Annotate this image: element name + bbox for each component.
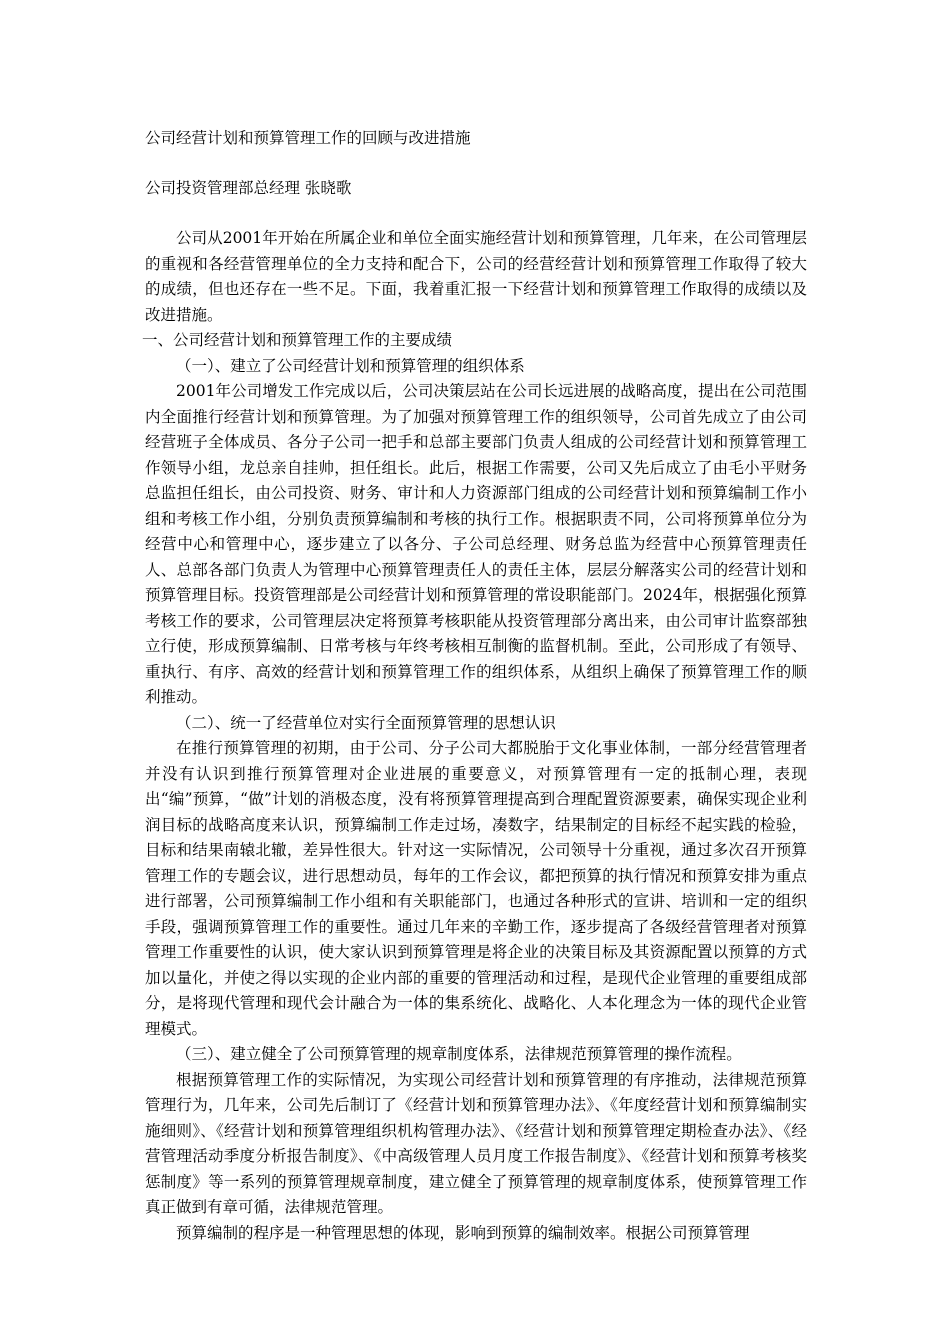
section-heading: 一、公司经营计划和预算管理工作的主要成绩 [142, 331, 453, 349]
subsection-heading-2: （二）、统一了经营单位对实行全面预算管理的思想认识 [176, 713, 556, 732]
document-title: 公司经营计划和预算管理工作的回顾与改进措施 [145, 129, 471, 147]
subsection-heading-1: （一）、建立了公司经营计划和预算管理的组织体系 [176, 356, 525, 375]
intro-paragraph: 公司从2001年开始在所属企业和单位全面实施经营计划和预算管理，几年来，在公司管理层的重视和各经营管理单位的全力支持和配合下，公司的经营经营计划和预算管理工作取得了较大的成绩，但也还存在一些不足。下面，我着重汇报一下经营计划和预算管理工作取得的成绩以及改进措施。 [145, 229, 807, 324]
subsection-paragraph-3: 根据预算管理工作的实际情况，为实现公司经营计划和预算管理的有序推动，法律规范预算管理行为，几年来，公司先后制订了《经营计划和预算管理办法》、《年度经营计划和预算编制实施细则》、《经营计划和预算管理组织机构管理办法》、《经营计划和预算管理定期检查办法》、《经营管理活动季度分析报告制度》、《中高级管理人员月度工作报告制度》、《经营计划和预算考核奖惩制度》等一系列的预算管理规章制度，建立健全了预算管理的规章制度体系，使预算管理工作真正做到有章可循，法律规范管理。 [145, 1070, 807, 1216]
subsection-paragraph-1: 2001年公司增发工作完成以后，公司决策层站在公司长远进展的战略高度，提出在公司范围内全面推行经营计划和预算管理。为了加强对预算管理工作的组织领导，公司首先成立了由公司经营班子全体成员、各分子公司一把手和总部主要部门负责人组成的公司经营计划和预算管理工作领导小组，龙总亲自挂帅，担任组长。此后，根据工作需要，公司又先后成立了由毛小平财务总监担任组长，由公司投资、财务、审计和人力资源部门组成的公司经营计划和预算编制工作小组和考核工作小组，分别负责预算编制和考核的执行工作。根据职责不同，公司将预算单位分为经营中心和管理中心，逐步建立了以各分、子公司总经理、财务总监为经营中心预算管理责任人、总部各部门负责人为管理中心预算管理责任人的责任主体，层层分解落实公司的经营计划和预算管理目标。投资管理部是公司经营计划和预算管理的常设职能部门。2024年，根据强化预算考核工作的要求，公司管理层决定将预算考核职能从投资管理部分离出来，由公司审计监察部独立行使，形成预算编制、日常考核与年终考核相互制衡的监督机制。至此，公司形成了有领导、重执行、有序、高效的经营计划和预算管理工作的组织体系，从组织上确保了预算管理工作的顺利推动。 [145, 382, 807, 706]
document-body [142, 226, 807, 1246]
author-line: 公司投资管理部总经理 张晓歌 [145, 179, 352, 197]
subsection-paragraph-4: 预算编制的程序是一种管理思想的体现，影响到预算的编制效率。根据公司预算管理 [176, 1223, 750, 1242]
subsection-heading-3: （三）、建立健全了公司预算管理的规章制度体系，法律规范预算管理的操作流程。 [176, 1045, 742, 1063]
subsection-paragraph-2: 在推行预算管理的初期，由于公司、分子公司大都脱胎于文化事业体制，一部分经营管理者并没有认识到推行预算管理对企业进展的重要意义，对预算管理有一定的抵制心理，表现出“编”预算，“做”计划的消极态度，没有将预算管理提高到合理配置资源要素，确保实现企业利润目标的战略高度来认识，预算编制工作走过场，凑数字，结果制定的目标经不起实践的检验，目标和结果南辕北辙，差异性很大。针对这一实际情况，公司领导十分重视，通过多次召开预算管理工作的专题会议，进行思想动员，每年的工作会议，都把预算的执行情况和预算安排为重点进行部署，公司预算编制工作小组和有关职能部门，也通过各种形式的宣讲、培训和一定的组织手段，强调预算管理工作的重要性。通过几年来的辛勤工作，逐步提高了各级经营管理者对预算管理工作重要性的认识，使大家认识到预算管理是将企业的决策目标及其资源配置以预算的方式加以量化，并使之得以实现的企业内部的重要的管理活动和过程，是现代企业管理的重要组成部分，是将现代管理和现代会计融合为一体的集系统化、战略化、人本化理念为一体的现代企业管理模式。 [145, 739, 807, 1038]
